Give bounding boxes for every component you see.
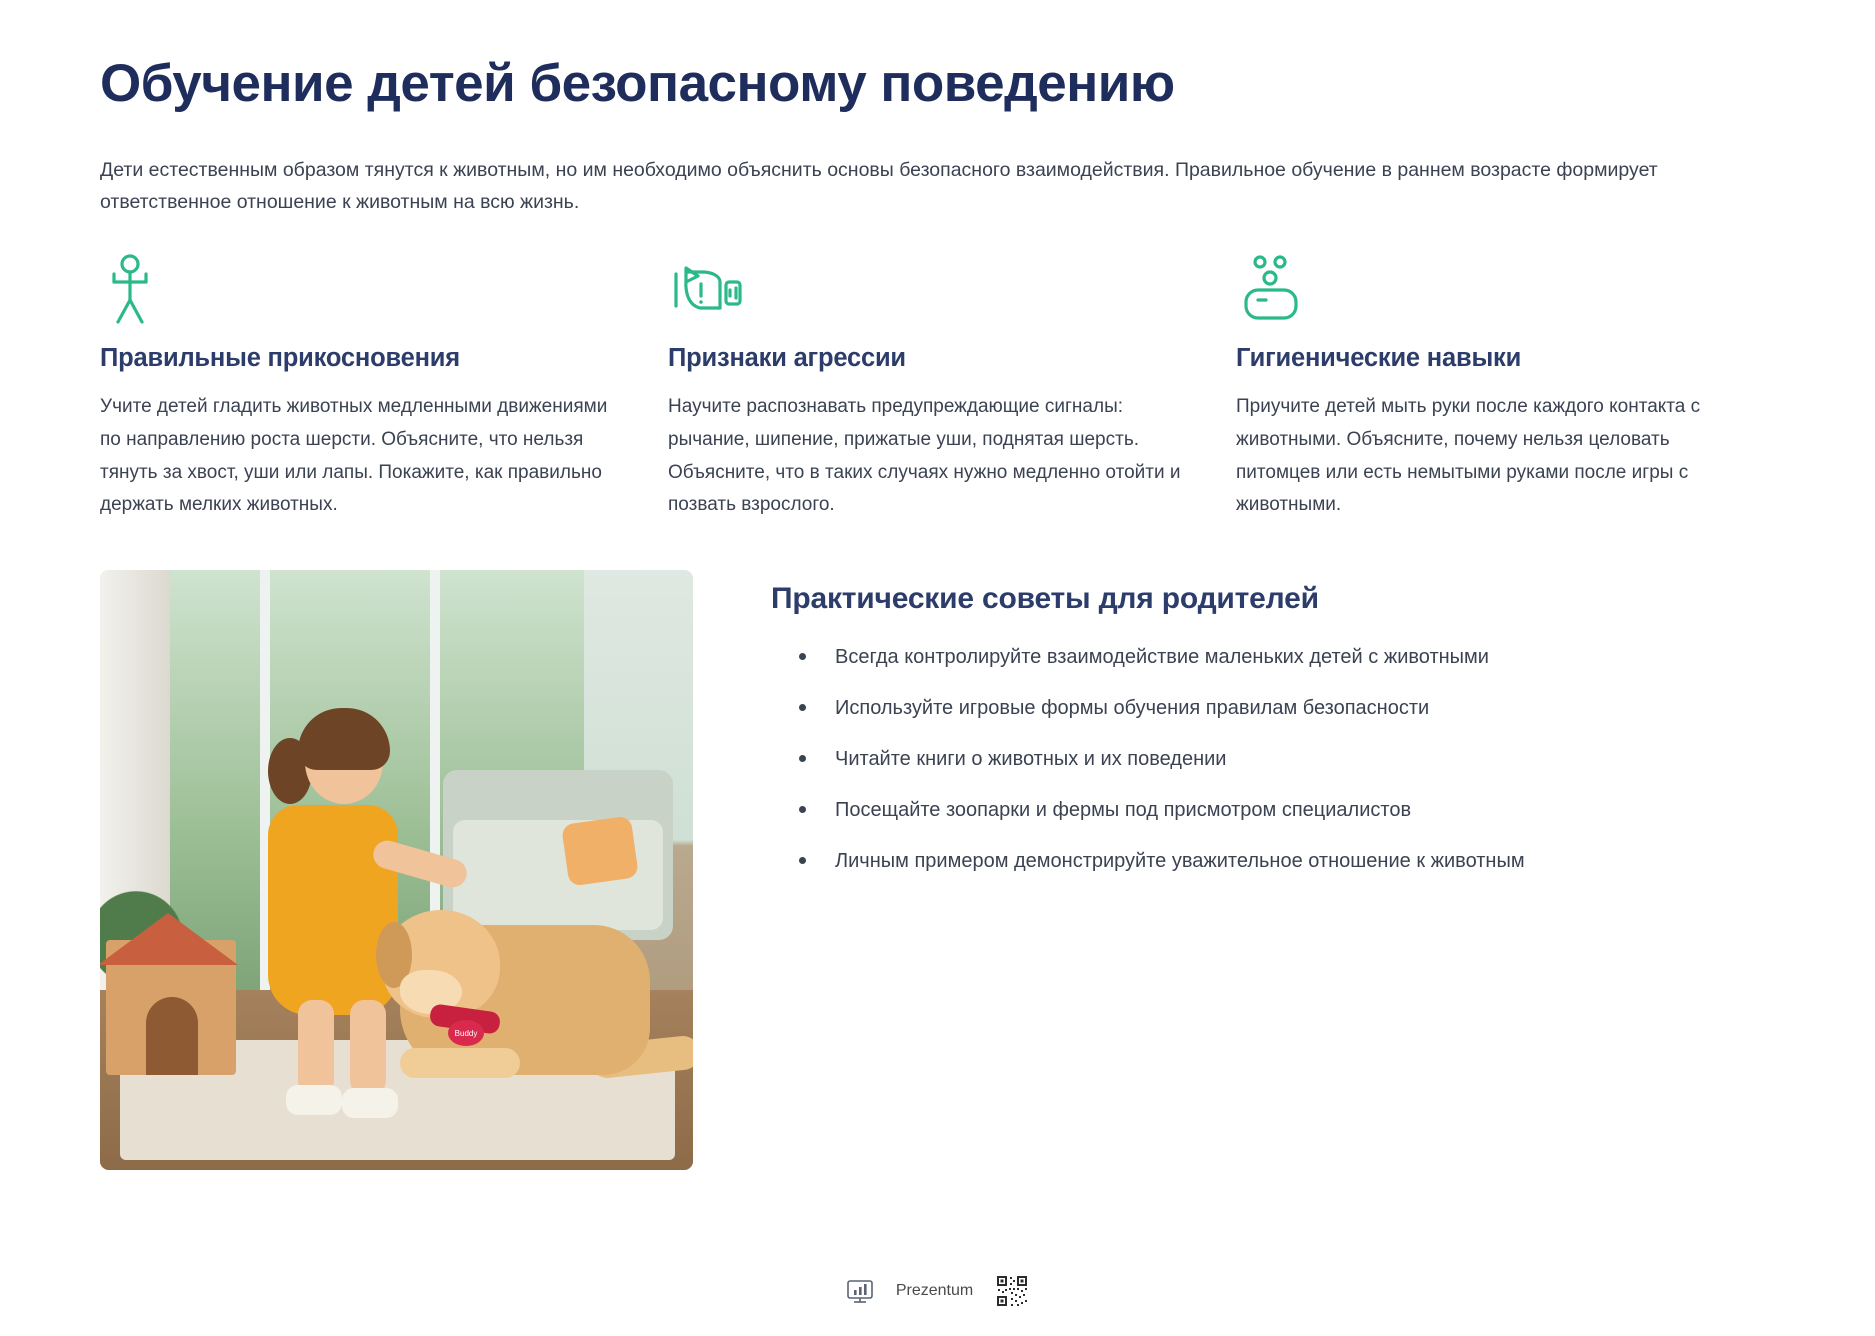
card-hygiene-skills bbox=[1236, 252, 1776, 522]
presentation-chart-icon bbox=[846, 1278, 874, 1304]
card-title: Признаки агрессии bbox=[668, 344, 906, 373]
hand-washing-soap-icon bbox=[1236, 252, 1776, 326]
card-title: Правильные прикосновения bbox=[100, 344, 460, 373]
list-item: Личным примером демонстрируйте уважительное отношение к животным bbox=[799, 846, 1525, 876]
list-item: Читайте книги о животных и их поведении bbox=[799, 744, 1525, 774]
card-text: Научите распознавать предупреждающие сигналы: рычание, шипение, прижатые уши, поднятая шерсть. Объясните, что в таких случаях нужно медленно отойти и позвать взрослого. bbox=[668, 396, 1181, 516]
child-figure-icon bbox=[100, 252, 640, 326]
tips-section bbox=[771, 570, 1525, 1170]
tips-list bbox=[771, 642, 1525, 876]
qr-code-icon bbox=[995, 1274, 1029, 1308]
card-aggression-signs bbox=[668, 252, 1208, 522]
photo-girl-with-dog bbox=[100, 570, 693, 1170]
card-text: Приучите детей мыть руки после каждого контакта с животными. Объясните, почему нельзя целовать питомцев или есть немытыми руками после игры с животными. bbox=[1236, 396, 1701, 516]
cards-row bbox=[100, 252, 1780, 522]
card-title: Гигиенические навыки bbox=[1236, 344, 1522, 373]
page-title: Обучение детей безопасному поведению bbox=[100, 54, 1175, 113]
list-item: Используйте игровые формы обучения правилам безопасности bbox=[799, 693, 1525, 723]
list-item: Всегда контролируйте взаимодействие маленьких детей с животными bbox=[799, 642, 1525, 672]
card-correct-touch bbox=[100, 252, 640, 522]
card-text: Учите детей гладить животных медленными движениями по направлению роста шерсти. Объясните, что нельзя тянуть за хвост, уши или лапы. Покажите, как правильно держать мелких животных. bbox=[100, 396, 608, 516]
lower-section bbox=[100, 570, 1780, 1170]
intro-paragraph: Дети естественным образом тянутся к животным, но им необходимо объяснить основы безопасного взаимодействия. Правильное обучение в раннем возрасте формирует ответственное отношение к животным на всю жизнь. bbox=[100, 159, 1658, 213]
tips-title: Практические советы для родителей bbox=[771, 582, 1319, 616]
list-item: Посещайте зоопарки и фермы под присмотром специалистов bbox=[799, 795, 1525, 825]
footer-brand: Prezentum bbox=[895, 1282, 974, 1299]
slide-content bbox=[100, 55, 1780, 1170]
dog-tag-label: Buddy bbox=[448, 1020, 484, 1046]
footer bbox=[0, 1274, 1875, 1308]
growling-dog-warning-icon bbox=[668, 252, 1208, 326]
